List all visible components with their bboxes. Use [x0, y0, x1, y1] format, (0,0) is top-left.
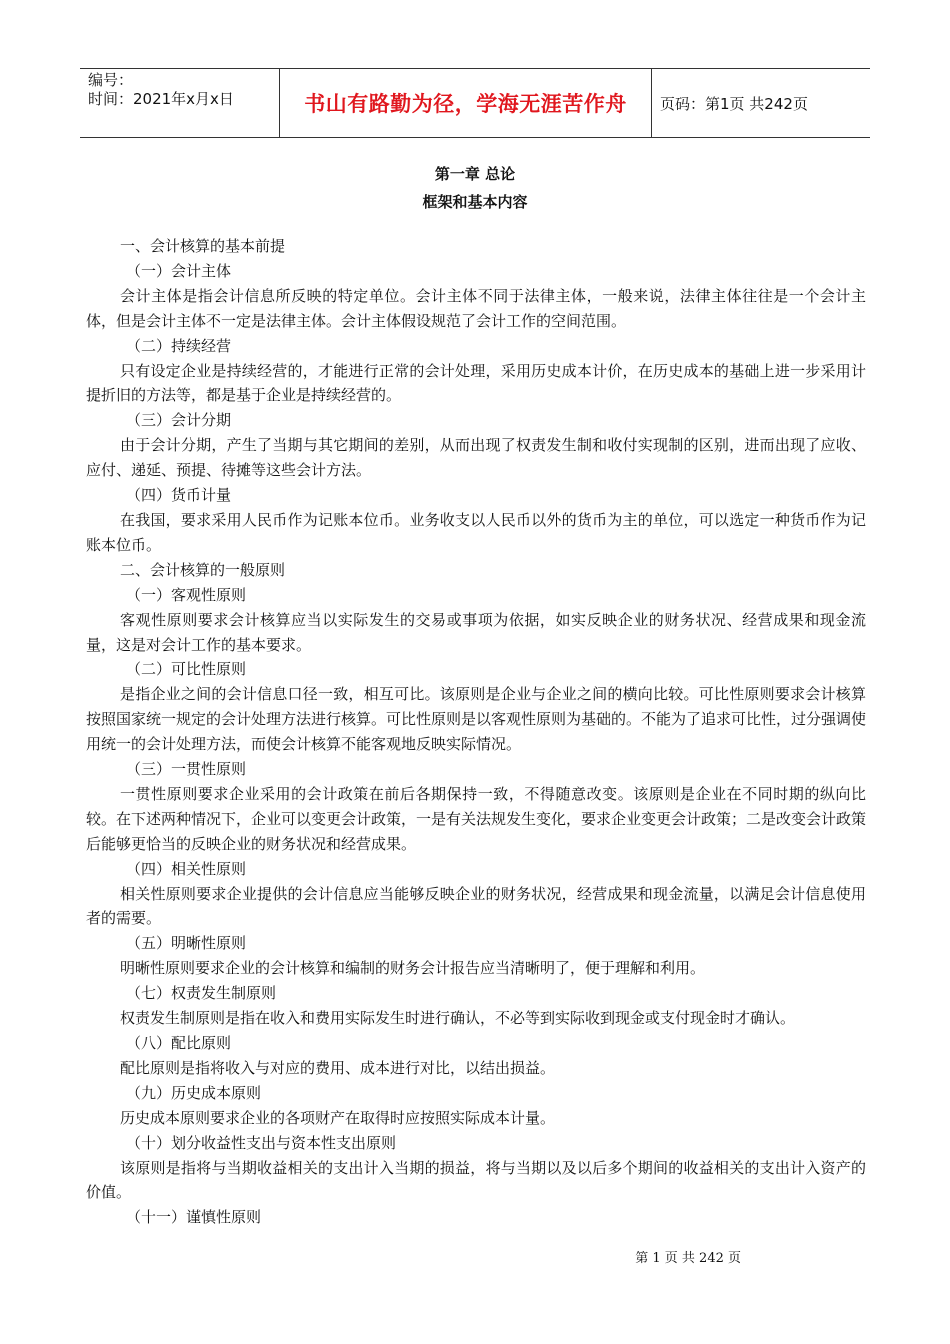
header-motto: 书山有路勤为径，学海无涯苦作舟	[304, 92, 627, 116]
section-heading: 一、会计核算的基本前提	[120, 237, 286, 255]
subsection-heading: （一）客观性原则	[126, 585, 247, 604]
header-page-indicator: 页码：第1页 共242页	[660, 94, 808, 113]
subsection-heading: （五）明晰性原则	[126, 934, 247, 953]
subsection-heading: （四）相关性原则	[126, 859, 247, 878]
subsection-heading: （二）可比性原则	[126, 660, 247, 679]
subsection-heading: （三）一贯性原则	[126, 760, 247, 779]
header-table	[80, 68, 870, 138]
body-paragraph: 相关性原则要求企业提供的会计信息应当能够反映企业的财务状况，经营成果和现金流量，以满足会计信息使用者的需要。	[86, 884, 866, 928]
body-paragraph: 权责发生制原则是指在收入和费用实际发生时进行确认，不必等到实际收到现金或支付现金时才确认。	[120, 1009, 796, 1028]
body-paragraph: 会计主体是指会计信息所反映的特定单位。会计主体不同于法律主体，一般来说，法律主体往往是一个会计主体，但是会计主体不一定是法律主体。会计主体假设规范了会计工作的空间范围。	[86, 286, 866, 330]
subsection-heading: （九）历史成本原则	[126, 1083, 262, 1102]
body-paragraph: 由于会计分期，产生了当期与其它期间的差别，从而出现了权责发生制和收付实现制的区别，进而出现了应收、应付、递延、预提、待摊等这些会计方法。	[86, 436, 866, 480]
body-paragraph: 是指企业之间的会计信息口径一致，相互可比。该原则是企业与企业之间的横向比较。可比性原则要求会计核算按照国家统一规定的会计处理方法进行核算。可比性原则是以客观性原则为基础的。不能为了追求可比性，过分强调使用统一的会计处理方法，而使会计核算不能客观地反映实际情况。	[86, 685, 867, 754]
body-paragraph: 一贯性原则要求企业采用的会计政策在前后各期保持一致，不得随意改变。该原则是企业在不同时期的纵向比较。在下述两种情况下，企业可以变更会计政策，一是有关法规发生变化，要求企业变更会计政策；二是改变会计政策后能够更恰当的反映企业的财务状况和经营成果。	[86, 784, 867, 853]
subsection-heading: （一）会计主体	[126, 261, 232, 280]
chapter-heading	[0, 160, 950, 216]
document-number-label: 编号：	[88, 71, 134, 89]
header-motto-cell	[280, 69, 652, 137]
document-date-label: 时间：2021年x月x日	[88, 90, 234, 108]
header-meta-cell	[80, 69, 280, 137]
subsection-heading: （十一）谨慎性原则	[126, 1208, 262, 1227]
subsection-heading: （三）会计分期	[126, 411, 232, 430]
chapter-subtitle: 框架和基本内容	[422, 193, 528, 211]
header-page-cell	[652, 69, 870, 137]
body-paragraph: 在我国，要求采用人民币作为记账本位币。业务收支以人民币以外的货币为主的单位，可以选定一种货币作为记账本位币。	[86, 510, 866, 554]
footer-page-number: 第 1 页 共 242 页	[635, 1251, 741, 1266]
section-heading: 二、会计核算的一般原则	[120, 560, 286, 579]
body-paragraph: 明晰性原则要求企业的会计核算和编制的财务会计报告应当清晰明了，便于理解和利用。	[120, 959, 706, 978]
subsection-heading: （七）权责发生制原则	[126, 984, 277, 1003]
subsection-heading: （四）货币计量	[126, 486, 232, 505]
body-paragraph: 配比原则是指将收入与对应的费用、成本进行对比，以结出损益。	[120, 1058, 556, 1077]
body-paragraph: 只有设定企业是持续经营的，才能进行正常的会计处理，采用历史成本计价，在历史成本的基础上进一步采用计提折旧的方法等，都是基于企业是持续经营的。	[86, 361, 866, 405]
body-paragraph: 客观性原则要求会计核算应当以实际发生的交易或事项为依据，如实反映企业的财务状况、经营成果和现金流量，这是对会计工作的基本要求。	[86, 610, 866, 654]
page-footer	[0, 1247, 950, 1266]
body-paragraph: 该原则是指将与当期收益相关的支出计入当期的损益，将与当期以及以后多个期间的收益相关的支出计入资产的价值。	[86, 1158, 866, 1202]
document-body	[86, 234, 866, 1230]
subsection-heading: （十）划分收益性支出与资本性支出原则	[126, 1133, 397, 1152]
subsection-heading: （八）配比原则	[126, 1034, 232, 1052]
subsection-heading: （二）持续经营	[126, 336, 232, 355]
chapter-title: 第一章 总论	[434, 165, 516, 183]
body-paragraph: 历史成本原则要求企业的各项财产在取得时应按照实际成本计量。	[120, 1108, 556, 1127]
